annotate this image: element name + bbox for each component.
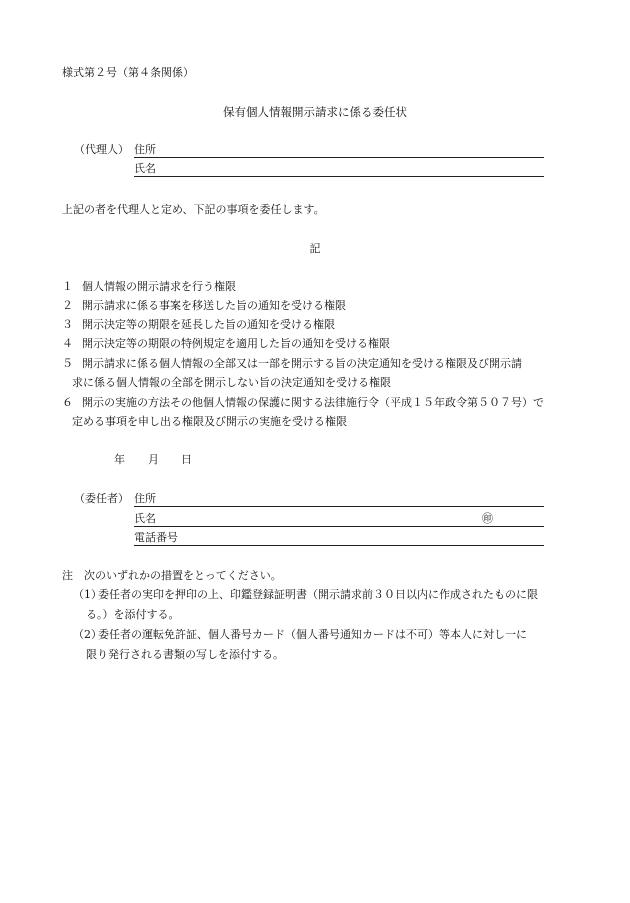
note-item-number: （2） bbox=[73, 628, 102, 641]
item-text-continued: 定める事項を申し出る権限及び開示の実施を受ける権限 bbox=[72, 415, 347, 428]
item-number: ５ bbox=[62, 357, 73, 370]
intro-text: 上記の者を代理人と定め、下記の事項を委任します。 bbox=[62, 203, 325, 216]
seal-mark: ㊞ bbox=[482, 512, 493, 525]
principal-address-label: 住所 bbox=[134, 492, 156, 505]
item-number: ４ bbox=[62, 337, 73, 350]
item-number: ６ bbox=[62, 396, 73, 409]
agent-address-line[interactable] bbox=[134, 157, 544, 158]
date-day-label: 日 bbox=[181, 453, 192, 466]
note-item-number: （1） bbox=[73, 588, 102, 601]
ki-heading: 記 bbox=[309, 242, 321, 255]
note-item-text: 委任者の実印を押印の上、印鑑登録証明書（開示請求前３０日以内に作成されたものに限 bbox=[98, 588, 538, 601]
item-text: 開示決定等の期限の特例規定を適用した旨の通知を受ける権限 bbox=[82, 337, 390, 350]
principal-phone-label: 電話番号 bbox=[134, 531, 178, 544]
agent-address-label: 住所 bbox=[134, 143, 156, 156]
item-text: 開示請求に係る事案を移送した旨の通知を受ける権限 bbox=[82, 299, 346, 312]
form-number: 様式第２号（第４条関係） bbox=[62, 66, 194, 79]
agent-name-line[interactable] bbox=[134, 176, 544, 177]
note-label: 注 bbox=[62, 569, 73, 582]
item-text: 開示請求に係る個人情報の全部又は一部を開示する旨の決定通知を受ける権限及び開示請 bbox=[82, 357, 522, 370]
note-item-text: 委任者の運転免許証、個人番号カード（個人番号通知カードは不可）等本人に対し一に bbox=[98, 628, 527, 641]
note-item-text-continued: 限り発行される書類の写しを添付する。 bbox=[86, 648, 284, 661]
principal-role-label: （委任者） bbox=[74, 492, 129, 505]
item-number: １ bbox=[62, 280, 73, 293]
principal-address-line[interactable] bbox=[134, 506, 544, 507]
date-month-label: 月 bbox=[148, 453, 159, 466]
agent-role-label: （代理人） bbox=[74, 143, 129, 156]
document-title: 保有個人情報開示請求に係る委任状 bbox=[223, 105, 407, 119]
note-item-text-continued: る。）を添付する。 bbox=[86, 608, 180, 621]
item-text: 個人情報の開示請求を行う権限 bbox=[82, 280, 236, 293]
item-text: 開示の実施の方法その他個人情報の保護に関する法律施行令（平成１５年政令第５０７号）で bbox=[82, 396, 544, 409]
date-year-label: 年 bbox=[114, 453, 125, 466]
principal-name-label: 氏名 bbox=[134, 512, 156, 525]
note-text: 次のいずれかの措置をとってください。 bbox=[84, 569, 282, 582]
item-number: ３ bbox=[62, 318, 73, 331]
item-number: ２ bbox=[62, 299, 73, 312]
principal-phone-line[interactable] bbox=[134, 545, 544, 546]
item-text: 開示決定等の期限を延長した旨の通知を受ける権限 bbox=[82, 318, 335, 331]
item-text-continued: 求に係る個人情報の全部を開示しない旨の決定通知を受ける権限 bbox=[72, 376, 391, 389]
principal-name-line[interactable] bbox=[134, 526, 544, 527]
agent-name-label: 氏名 bbox=[134, 162, 156, 175]
